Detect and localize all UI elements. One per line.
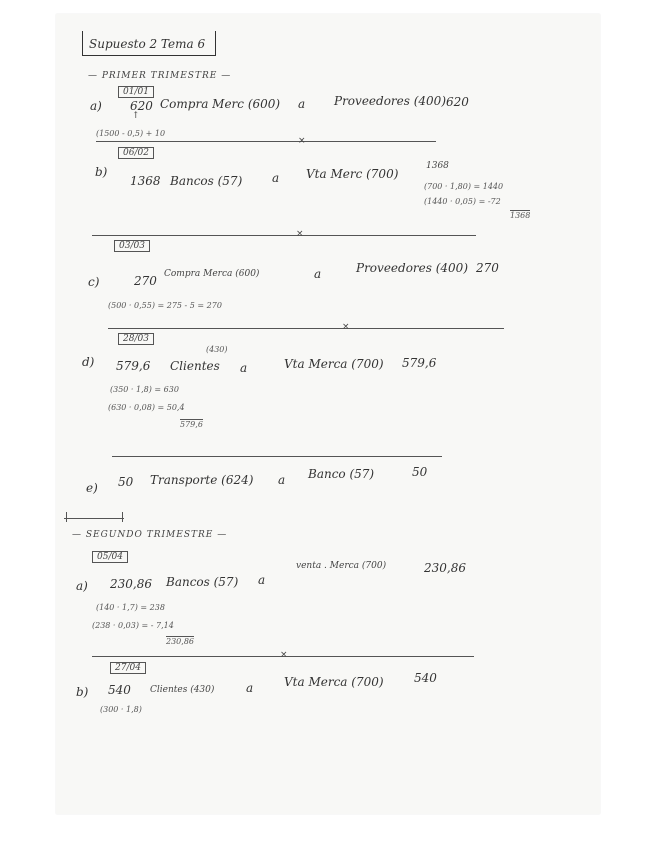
entry-2b-debit: Clientes (430) [150,685,215,695]
separator-line [92,235,476,236]
entry-2a-credit: venta . Merca (700) [296,561,387,571]
section-divider-tick [66,512,67,522]
entry-e-connector: a [278,473,286,487]
entry-2b-note: (300 · 1,8) [100,705,142,714]
entry-b-debit: Bancos (57) [170,174,243,188]
entry-b-credit: Vta Merc (700) [306,167,399,181]
separator-line [96,141,436,142]
entry-b-amount-right: 1368 [426,161,449,171]
entry-a-connector: a [298,97,306,111]
arrow-up-icon: ↑ [132,111,140,121]
entry-2a-amount: 230,86 [110,577,152,591]
entry-d-debit-code: (430) [206,345,228,354]
separator-x-mark: × [280,650,288,660]
entry-d-debit: Clientes [170,359,220,373]
entry-2a-amount-right: 230,86 [424,561,466,575]
separator-line [108,328,504,329]
separator-x-mark: × [296,229,304,239]
entry-a-letter: a) [90,99,102,113]
entry-b-letter: b) [95,165,108,179]
entry-e-debit: Transporte (624) [150,473,254,487]
entry-2a-connector: a [258,573,266,587]
entry-2a-date: 05/04 [92,551,128,563]
entry-a-note: (1500 - 0,5) + 10 [96,129,166,138]
section-header-primer: — PRIMER TRIMESTRE — [88,71,232,81]
entry-d-credit: Vta Merca (700) [284,357,384,371]
entry-2a-calc-2: (238 · 0,03) = - 7,14 [92,621,174,630]
entry-d-calc-2: (630 · 0,08) = 50,4 [108,403,185,412]
entry-2a-debit: Bancos (57) [166,575,239,589]
entry-e-credit: Banco (57) [308,467,375,481]
entry-2b-amount: 540 [108,683,131,697]
entry-c-debit: Compra Merca (600) [164,269,260,279]
entry-b-connector: a [272,171,280,185]
entry-b-calc-1: (700 · 1,80) = 1440 [424,182,504,191]
entry-a-amount-right: 620 [446,95,469,109]
entry-2a-letter: a) [76,579,88,593]
entry-2b-connector: a [246,681,254,695]
entry-a-amount: 620 [130,99,153,113]
entry-d-date: 28/03 [118,333,154,345]
entry-b-date: 06/02 [118,147,154,159]
entry-d-letter: d) [82,355,95,369]
entry-d-amount: 579,6 [116,359,151,373]
entry-d-calc-1: (350 · 1,8) = 630 [110,385,179,394]
entry-2b-date: 27/04 [110,662,146,674]
section-divider-tick [122,512,123,522]
entry-2b-letter: b) [76,685,89,699]
entry-c-amount-right: 270 [476,261,499,275]
entry-d-calc-3: 579,6 [180,420,203,429]
entry-2a-calc-3: 230,86 [166,637,194,646]
page-title: Supuesto 2 Tema 6 [82,31,216,56]
entry-e-amount-right: 50 [412,465,428,479]
entry-e-letter: e) [86,481,98,495]
entry-b-calc-3: 1368 [510,211,531,220]
separator-x-mark: × [342,322,350,332]
entry-c-letter: c) [88,275,100,289]
entry-e-amount: 50 [118,475,134,489]
section-divider [64,518,124,519]
entry-a-debit: Compra Merc (600) [160,97,281,111]
entry-c-credit: Proveedores (400) [356,261,469,275]
entry-c-date: 03/03 [114,240,150,252]
entry-2b-credit: Vta Merca (700) [284,675,384,689]
entry-d-amount-right: 579,6 [402,356,437,370]
entry-b-calc-2: (1440 · 0,05) = -72 [424,197,501,206]
entry-b-amount: 1368 [130,174,161,188]
entry-d-connector: a [240,361,248,375]
entry-a-date: 01/01 [118,86,154,98]
entry-a-credit: Proveedores (400) [334,94,447,108]
section-header-segundo: — SEGUNDO TRIMESTRE — [72,530,228,540]
entry-c-amount: 270 [134,274,157,288]
entry-2a-calc-1: (140 · 1,7) = 238 [96,603,165,612]
entry-2b-amount-right: 540 [414,671,437,685]
separator-x-mark: × [298,136,306,146]
entry-c-note: (500 · 0,55) = 275 - 5 = 270 [108,301,222,310]
separator-line [112,456,442,457]
entry-c-connector: a [314,267,322,281]
